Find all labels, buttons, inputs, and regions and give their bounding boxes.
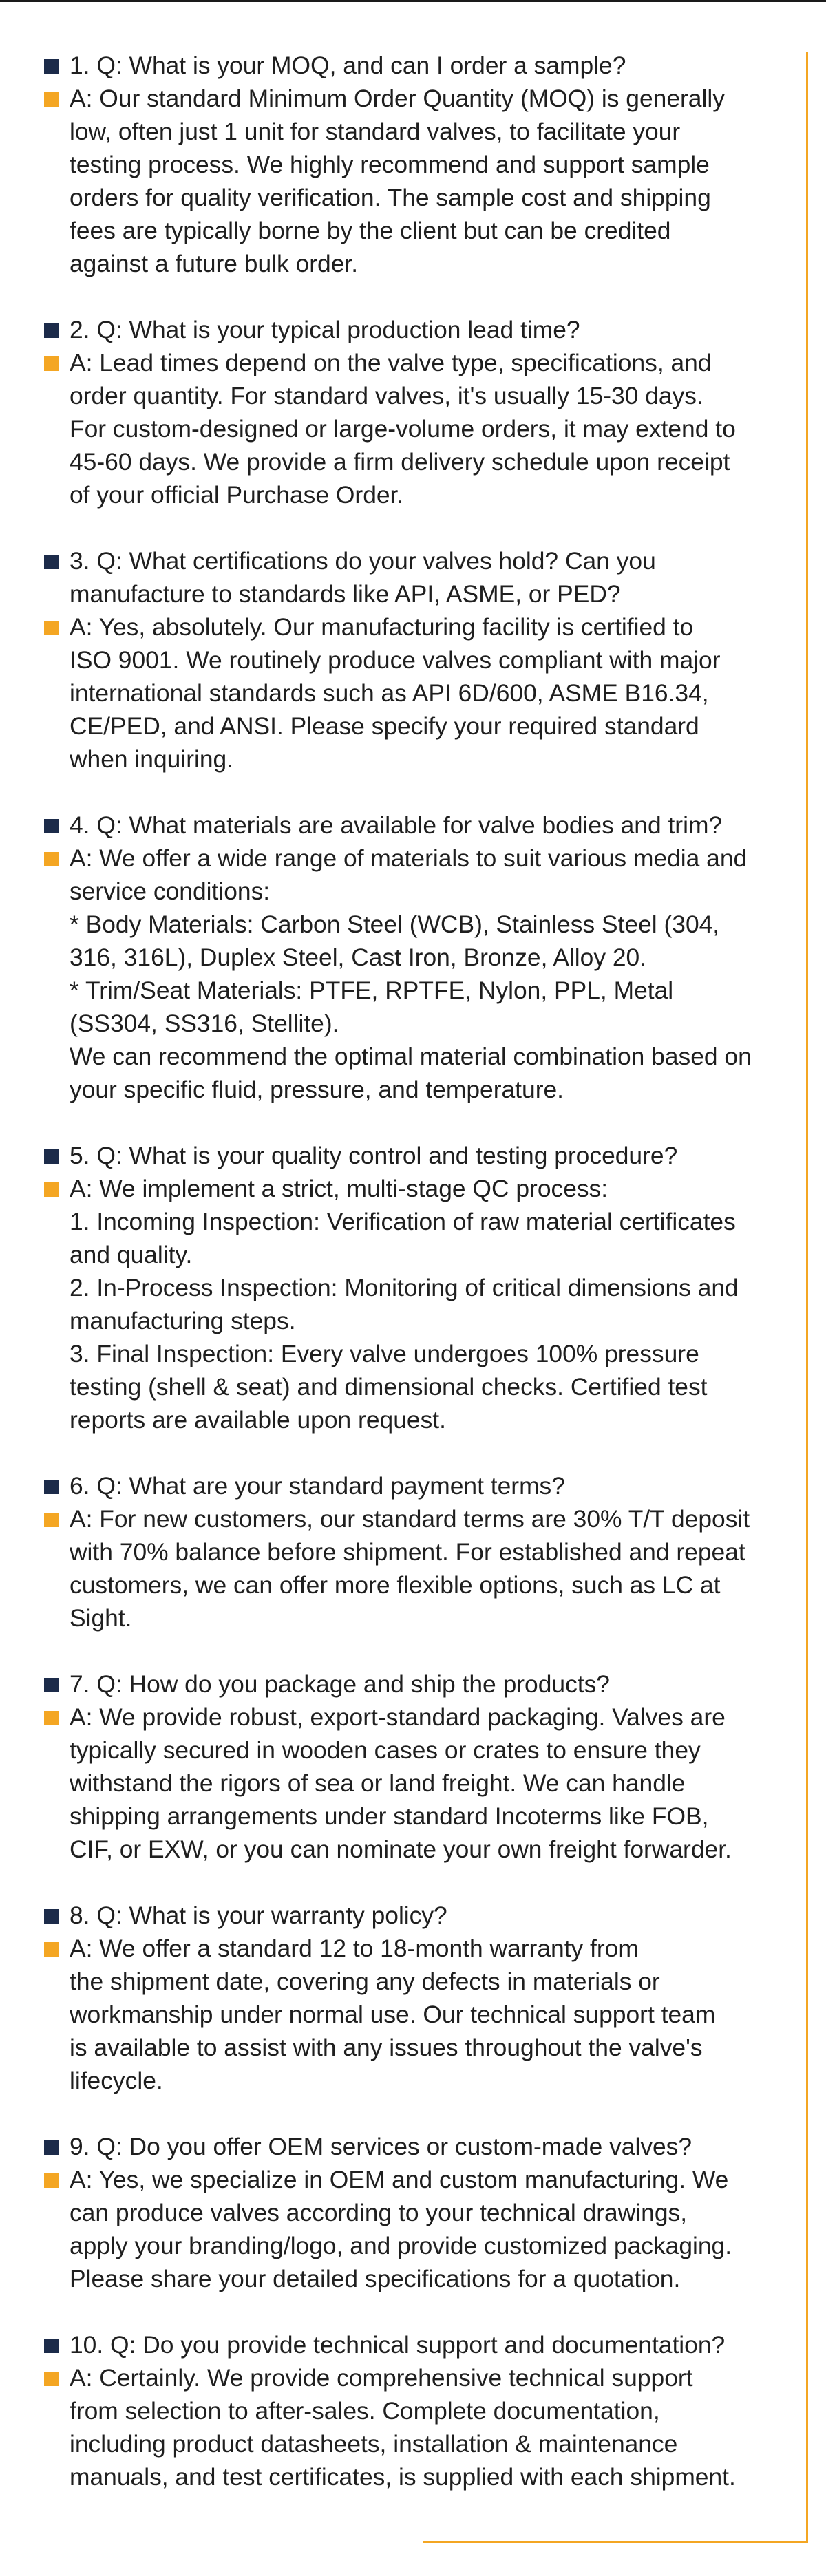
faq-answer-line (41, 842, 788, 875)
faq-answer-line (41, 1304, 788, 1337)
faq-answer-line (41, 1535, 788, 1568)
faq-answer-text: customers, we can offer more flexible options, such as LC at (70, 1571, 721, 1599)
faq-answer-line (41, 710, 788, 743)
faq-answer-text: order quantity. For standard valves, it's usually 15-30 days. (70, 382, 703, 409)
faq-answer-text: * Body Materials: Carbon Steel (WCB), Stainless Steel (304, (70, 911, 720, 938)
faq-answer-text: can produce valves according to your technical drawings, (70, 2199, 688, 2226)
faq-answer-line (41, 1767, 788, 1800)
question-bullet-icon (44, 1678, 59, 1692)
faq-item (41, 1139, 788, 1436)
faq-answer-text: your specific fluid, pressure, and temperature. (70, 1076, 564, 1103)
faq-answer-line (41, 2031, 788, 2064)
faq-answer-line (41, 875, 788, 908)
faq-answer-text: from selection to after-sales. Complete documentation, (70, 2397, 660, 2425)
faq-answer-text: typically secured in wooden cases or crates to ensure they (70, 1736, 701, 1764)
faq-answer-text: with 70% balance before shipment. For established and repeat (70, 1538, 745, 1566)
faq-answer-line (41, 115, 788, 148)
faq-answer-line (41, 1040, 788, 1073)
faq-answer-line (41, 1833, 788, 1866)
faq-question-line (41, 544, 788, 577)
faq-question-text: 9. Q: Do you offer OEM services or custom-made valves? (70, 2133, 692, 2160)
faq-question-text: 1. Q: What is your MOQ, and can I order a sample? (70, 52, 626, 79)
faq-answer-text: including product datasheets, installation & maintenance (70, 2430, 678, 2458)
faq-question-line (41, 577, 788, 610)
question-bullet-icon (44, 59, 59, 74)
faq-answer-line (41, 1502, 788, 1535)
faq-item (41, 1469, 788, 1635)
faq-answer-line (41, 677, 788, 710)
faq-question-text: 7. Q: How do you package and ship the products? (70, 1670, 610, 1698)
faq-answer-line (41, 1271, 788, 1304)
question-bullet-icon (44, 555, 59, 569)
faq-answer-text: against a future bulk order. (70, 250, 359, 277)
faq-answer-text: A: For new customers, our standard terms are 30% T/T deposit (70, 1505, 750, 1533)
faq-answer-text: 1. Incoming Inspection: Verification of raw material certificates (70, 1208, 736, 1235)
faq-question-text: 2. Q: What is your typical production lead time? (70, 316, 580, 343)
faq-answer-line (41, 412, 788, 445)
faq-answer-text: 3. Final Inspection: Every valve undergoes 100% pressure (70, 1340, 699, 1367)
faq-answer-text: (SS304, SS316, Stellite). (70, 1010, 339, 1037)
question-bullet-icon (44, 2339, 59, 2353)
faq-answer-text: testing process. We highly recommend and support sample (70, 151, 710, 178)
faq-question-line (41, 809, 788, 842)
faq-answer-text: is available to assist with any issues throughout the valve's (70, 2034, 703, 2061)
faq-answer-text: fees are typically borne by the client but can be credited (70, 217, 671, 244)
question-bullet-icon (44, 1480, 59, 1494)
faq-answer-text: 2. In-Process Inspection: Monitoring of critical dimensions and (70, 1274, 739, 1301)
faq-question-text: 4. Q: What materials are available for valve bodies and trim? (70, 811, 723, 839)
faq-question-text: 6. Q: What are your standard payment terms? (70, 1472, 565, 1500)
faq-answer-line (41, 1734, 788, 1767)
faq-answer-text: A: We offer a standard 12 to 18-month warranty from (70, 1935, 639, 1962)
faq-answer-line (41, 1337, 788, 1370)
faq-answer-line (41, 214, 788, 247)
faq-answer-text: manufacturing steps. (70, 1307, 296, 1334)
top-divider (0, 0, 826, 2)
faq-answer-text: CE/PED, and ANSI. Please specify your required standard (70, 712, 699, 740)
question-bullet-icon (44, 1909, 59, 1924)
faq-answer-line (41, 643, 788, 677)
faq-item (41, 49, 788, 280)
faq-answer-text: shipping arrangements under standard Incoterms like FOB, (70, 1802, 709, 1830)
answer-bullet-icon (44, 92, 59, 107)
answer-bullet-icon (44, 356, 59, 371)
faq-answer-line (41, 1007, 788, 1040)
faq-answer-line (41, 1965, 788, 1998)
faq-answer-line (41, 181, 788, 214)
faq-answer-line (41, 743, 788, 776)
faq-answer-text: testing (shell & seat) and dimensional checks. Certified test (70, 1373, 708, 1401)
faq-answer-line (41, 379, 788, 412)
faq-answer-text: We can recommend the optimal material combination based on (70, 1043, 752, 1070)
question-bullet-icon (44, 1149, 59, 1164)
faq-item (41, 2130, 788, 2295)
faq-answer-text: A: Certainly. We provide comprehensive technical support (70, 2364, 693, 2392)
faq-answer-line (41, 2361, 788, 2394)
question-bullet-icon (44, 2140, 59, 2155)
faq-answer-text: 316, 316L), Duplex Steel, Cast Iron, Bronze, Alloy 20. (70, 944, 647, 971)
faq-answer-text: workmanship under normal use. Our technical support team (70, 2001, 716, 2028)
faq-answer-line (41, 941, 788, 974)
faq-question-text: 8. Q: What is your warranty policy? (70, 1902, 447, 1929)
faq-question-line (41, 1668, 788, 1701)
faq-answer-text: A: We implement a strict, multi-stage QC process: (70, 1175, 608, 1202)
faq-question-text: 10. Q: Do you provide technical support and documentation? (70, 2331, 726, 2359)
answer-bullet-icon (44, 1942, 59, 1957)
faq-answer-line (41, 1172, 788, 1205)
answer-bullet-icon (44, 852, 59, 866)
faq-answer-text: A: We provide robust, export-standard packaging. Valves are (70, 1703, 726, 1731)
faq-answer-text: Please share your detailed specifications for a quotation. (70, 2265, 681, 2292)
faq-question-line (41, 313, 788, 346)
faq-answer-line (41, 610, 788, 643)
faq-answer-text: apply your branding/logo, and provide customized packaging. (70, 2232, 732, 2259)
answer-bullet-icon (44, 1182, 59, 1197)
accent-border-right (806, 52, 808, 2543)
faq-answer-text: A: Yes, we specialize in OEM and custom manufacturing. We (70, 2166, 729, 2193)
faq-answer-text: 45-60 days. We provide a firm delivery schedule upon receipt (70, 448, 730, 476)
faq-answer-line (41, 247, 788, 280)
faq-answer-text: international standards such as API 6D/600, ASME B16.34, (70, 679, 709, 707)
faq-answer-line (41, 2229, 788, 2262)
faq-answer-text: lifecycle. (70, 2067, 163, 2094)
faq-question-text: manufacture to standards like API, ASME, or PED? (70, 580, 621, 608)
faq-answer-line (41, 2460, 788, 2493)
faq-answer-line (41, 1800, 788, 1833)
faq-answer-text: * Trim/Seat Materials: PTFE, RPTFE, Nylon, PPL, Metal (70, 977, 674, 1004)
faq-answer-line (41, 974, 788, 1007)
faq-question-line (41, 2130, 788, 2163)
faq-answer-line (41, 82, 788, 115)
faq-answer-line (41, 1370, 788, 1403)
faq-answer-line (41, 148, 788, 181)
faq-question-line (41, 1469, 788, 1502)
faq-answer-line (41, 1998, 788, 2031)
faq-item (41, 544, 788, 776)
faq-answer-line (41, 1205, 788, 1238)
faq-answer-text: withstand the rigors of sea or land freight. We can handle (70, 1769, 686, 1797)
faq-answer-text: A: We offer a wide range of materials to suit various media and (70, 844, 748, 872)
answer-bullet-icon (44, 2372, 59, 2386)
faq-list (41, 49, 788, 2526)
faq-answer-text: service conditions: (70, 877, 271, 905)
faq-question-text: 3. Q: What certifications do your valves hold? Can you (70, 547, 656, 575)
faq-answer-line (41, 346, 788, 379)
faq-answer-text: For custom-designed or large-volume orders, it may extend to (70, 415, 736, 443)
faq-answer-line (41, 478, 788, 511)
faq-answer-line (41, 1932, 788, 1965)
faq-answer-text: low, often just 1 unit for standard valves, to facilitate your (70, 118, 681, 145)
faq-question-line (41, 1899, 788, 1932)
faq-answer-text: A: Yes, absolutely. Our manufacturing facility is certified to (70, 613, 694, 641)
faq-answer-line (41, 2427, 788, 2460)
faq-question-line (41, 2328, 788, 2361)
faq-answer-line (41, 2064, 788, 2097)
faq-answer-text: ISO 9001. We routinely produce valves compliant with major (70, 646, 721, 674)
answer-bullet-icon (44, 1513, 59, 1527)
faq-item (41, 1668, 788, 1866)
faq-answer-line (41, 1238, 788, 1271)
faq-answer-text: and quality. (70, 1241, 193, 1268)
faq-answer-line (41, 1701, 788, 1734)
faq-question-line (41, 49, 788, 82)
faq-answer-line (41, 2163, 788, 2196)
faq-answer-text: CIF, or EXW, or you can nominate your own freight forwarder. (70, 1835, 732, 1863)
faq-answer-line (41, 445, 788, 478)
faq-answer-line (41, 2394, 788, 2427)
faq-item (41, 809, 788, 1106)
faq-answer-text: manuals, and test certificates, is supplied with each shipment. (70, 2463, 736, 2491)
faq-answer-line (41, 908, 788, 941)
faq-answer-text: when inquiring. (70, 745, 234, 773)
answer-bullet-icon (44, 621, 59, 635)
answer-bullet-icon (44, 1711, 59, 1725)
faq-answer-text: the shipment date, covering any defects in materials or (70, 1968, 660, 1995)
faq-answer-text: Sight. (70, 1604, 132, 1632)
question-bullet-icon (44, 819, 59, 833)
faq-answer-line (41, 1073, 788, 1106)
accent-border-bottom (423, 2541, 808, 2543)
question-bullet-icon (44, 323, 59, 338)
faq-answer-line (41, 1568, 788, 1601)
faq-question-text: 5. Q: What is your quality control and testing procedure? (70, 1142, 678, 1169)
faq-item (41, 2328, 788, 2493)
faq-question-line (41, 1139, 788, 1172)
faq-answer-line (41, 1403, 788, 1436)
faq-item (41, 313, 788, 511)
faq-answer-line (41, 2262, 788, 2295)
faq-answer-line (41, 2196, 788, 2229)
faq-answer-text: of your official Purchase Order. (70, 481, 404, 509)
faq-answer-text: reports are available upon request. (70, 1406, 446, 1434)
faq-answer-text: orders for quality verification. The sample cost and shipping (70, 184, 711, 211)
faq-answer-text: A: Our standard Minimum Order Quantity (MOQ) is generally (70, 85, 725, 112)
faq-item (41, 1899, 788, 2097)
answer-bullet-icon (44, 2173, 59, 2188)
faq-answer-line (41, 1601, 788, 1635)
faq-answer-text: A: Lead times depend on the valve type, specifications, and (70, 349, 712, 376)
